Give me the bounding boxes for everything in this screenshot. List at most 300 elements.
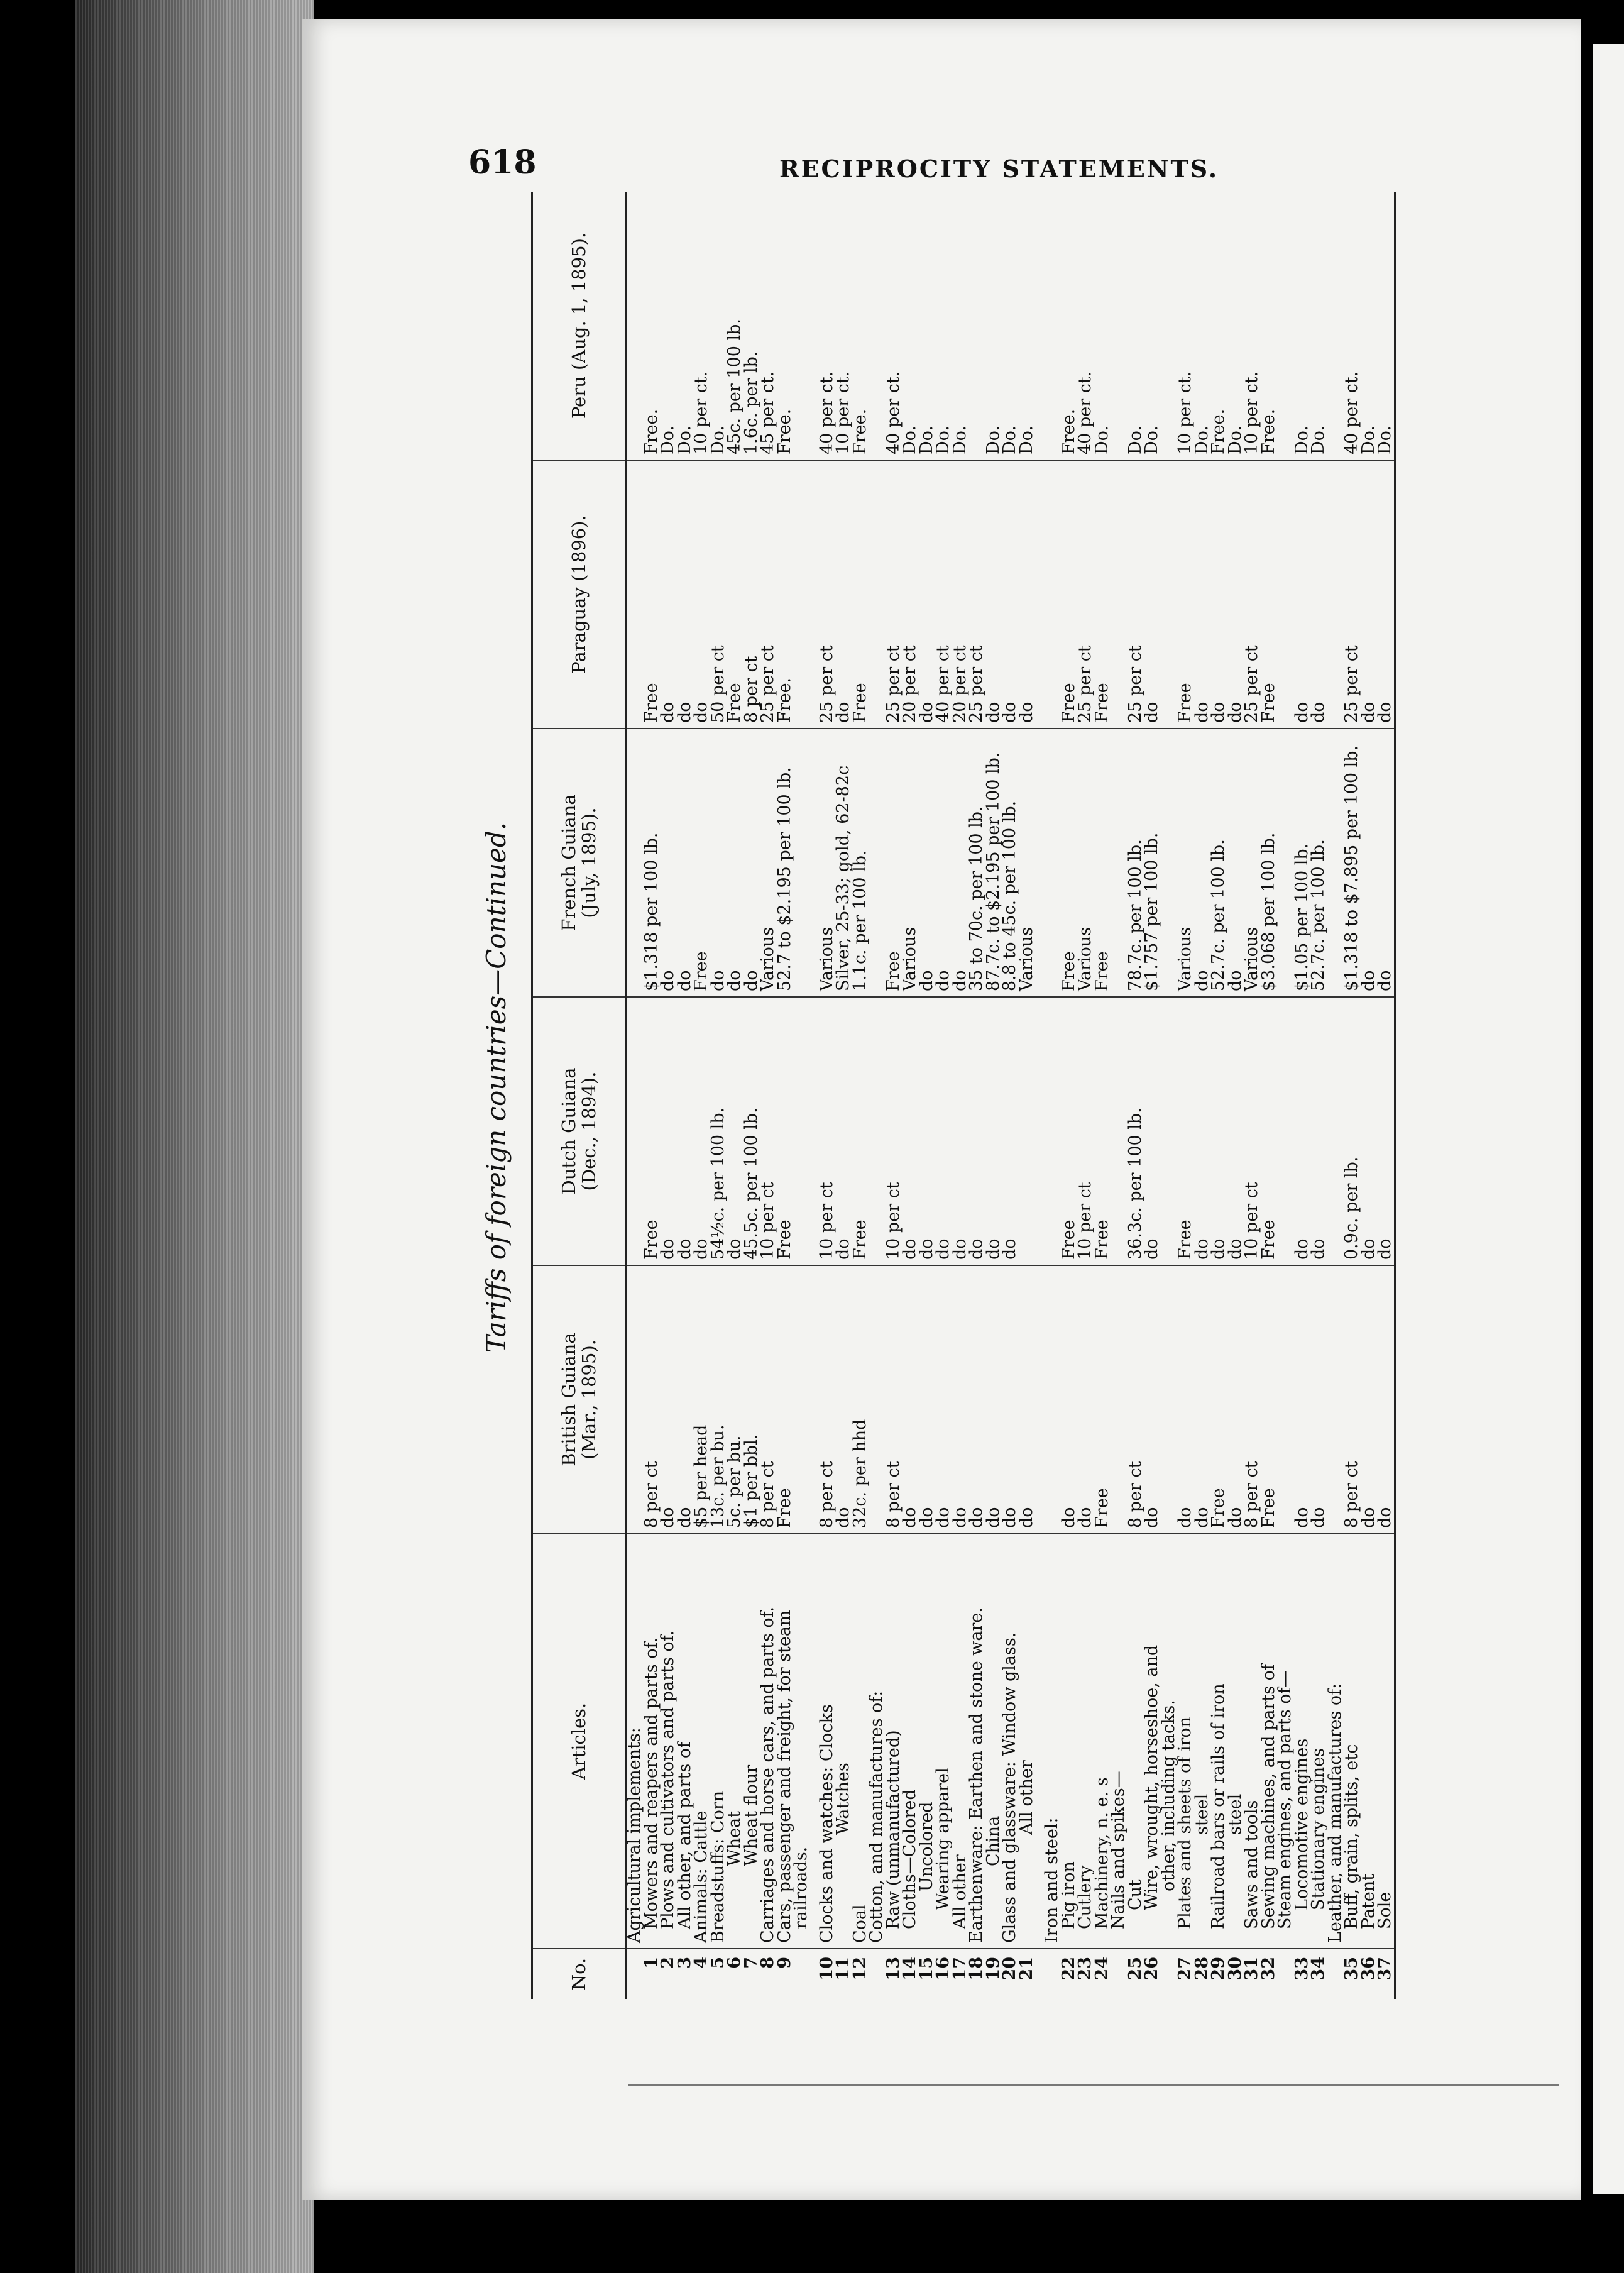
british-guiana-cell [1111,1265,1127,1534]
dutch-guiana-cell: do [1002,997,1019,1265]
french-guiana-cell: 35 to 70c. per 100 lb. [968,729,985,997]
dutch-guiana-cell: Free [777,997,794,1265]
british-guiana-cell: do [1294,1265,1311,1534]
british-guiana-cell: 5c. per bu. [727,1265,743,1534]
french-guiana-cell: 78.7c. per 100 lb. [1127,729,1144,997]
article-cell: Cotton, and manufactures of: [869,1534,886,1949]
dutch-guiana-cell: do [902,997,919,1265]
row-number: 9 [774,1957,794,1969]
row-number: 20 [1000,1957,1019,1981]
british-guiana-cell [1277,1265,1294,1534]
table-row [626,192,644,1999]
article-cell: Cutlery [1077,1534,1094,1949]
row-number: 1 [641,1957,661,1969]
peru-cell: Do. [1094,192,1111,460]
dutch-guiana-cell: 54½c. per 100 lb. [710,997,727,1265]
row-number: 16 [933,1957,953,1981]
british-guiana-cell: do [952,1265,969,1534]
spacer-cell [1035,1949,1044,1999]
paraguay-cell: 25 per ct [1077,460,1094,729]
row-number: 3 [674,1957,694,1969]
paraguay-cell [793,460,810,729]
british-guiana-cell: 8 per ct [1127,1265,1144,1534]
row-number [869,1949,886,1999]
dutch-guiana-cell: 10 per ct [760,997,777,1265]
article-cell: Glass and glassware: Window glass. [1002,1534,1019,1949]
spacer-cell [1035,460,1044,729]
paraguay-cell: 25 per ct [968,460,985,729]
peru-cell: Do. [1294,192,1311,460]
dutch-guiana-cell: do [835,997,852,1265]
british-guiana-cell [869,1265,886,1534]
article-cell: Plates and sheets of iron [1177,1534,1194,1949]
paraguay-cell: do [1310,460,1327,729]
british-guiana-cell: 13c. per bu. [710,1265,727,1534]
table-row [869,192,886,1999]
table-row [1244,192,1261,1999]
table-row [835,192,852,1999]
dutch-guiana-cell: do [1227,997,1244,1265]
header-dutch-guiana: Dutch Guiana (Dec., 1894). [532,997,626,1265]
dutch-guiana-cell: 36.3c. per 100 lb. [1127,997,1144,1265]
british-guiana-cell: do [1377,1265,1395,1534]
dutch-guiana-cell: do [1294,997,1311,1265]
dutch-guiana-cell: 10 per ct [1244,997,1261,1265]
article-cell: Nails and spikes— [1111,1534,1127,1949]
article-cell: Saws and tools [1244,1534,1261,1949]
table-row [819,192,836,1999]
table-row [1177,192,1194,1999]
table-row [1210,192,1227,1999]
row-number: 11 [833,1957,853,1981]
article-cell: Steam engines, and parts of— [1277,1534,1294,1949]
british-guiana-cell: do [935,1265,952,1534]
paraguay-cell: Free [644,460,661,729]
french-guiana-cell: Various [1177,729,1194,997]
french-guiana-cell [793,729,810,997]
table-spacer-row [1035,192,1044,1999]
paraguay-cell [1111,460,1127,729]
table-row [1061,192,1078,1999]
british-guiana-cell: Free [777,1265,794,1534]
row-number: 4 [691,1957,711,1969]
next-page-edge [1593,44,1624,2194]
dutch-guiana-cell: Free [1094,997,1111,1265]
paraguay-cell: do [1377,460,1395,729]
article-cell: steel [1194,1534,1211,1949]
row-number: 12 [850,1957,870,1981]
rotated-table-block [478,176,1515,1999]
table-row [1377,192,1395,1999]
peru-cell: Do. [935,192,952,460]
french-guiana-cell: Silver, 25-33; gold, 62-82c [835,729,852,997]
row-number: 34 [1309,1957,1328,1981]
article-cell: Uncolored [919,1534,936,1949]
dutch-guiana-cell: do [985,997,1002,1265]
paraguay-cell: Free. [777,460,794,729]
header-paraguay: Paraguay (1896). [532,460,626,729]
table-row [935,192,952,1999]
paraguay-cell: 25 per ct [886,460,903,729]
british-guiana-cell: Free [1094,1265,1111,1534]
header-no: No. [532,1949,626,1999]
table-row [968,192,985,1999]
paraguay-cell: 20 per ct [902,460,919,729]
paraguay-cell: do [693,460,710,729]
french-guiana-cell: Various [819,729,836,997]
dutch-guiana-cell: do [935,997,952,1265]
row-number: 29 [1209,1957,1228,1981]
british-guiana-cell [1044,1265,1061,1534]
article-cell: Plows and cultivators and parts of. [660,1534,677,1949]
row-number: 19 [983,1957,1003,1981]
dutch-guiana-cell: do [693,997,710,1265]
french-guiana-cell: $1.757 per 100 lb. [1144,729,1161,997]
article-cell: Earthenware: Earthen and stone ware. [968,1534,985,1949]
row-number: 17 [950,1957,970,1981]
french-guiana-cell: do [919,729,936,997]
paraguay-cell: do [677,460,694,729]
article-cell: Agricultural implements: [626,1534,644,1949]
french-guiana-cell: $1.05 per 100 lb. [1294,729,1311,997]
french-guiana-cell: do [1227,729,1244,997]
table-row [693,192,710,1999]
row-number: 24 [1092,1957,1112,1981]
table-row [1277,192,1294,1999]
french-guiana-cell: Various [1244,729,1261,997]
article-cell: railroads. [793,1534,810,1949]
article-cell: steel [1227,1534,1244,1949]
british-guiana-cell: do [902,1265,919,1534]
british-guiana-cell: 8 per ct [1344,1265,1361,1534]
table-header-row [532,192,626,1999]
table-row [919,192,936,1999]
paraguay-cell [626,460,644,729]
paraguay-cell: 40 per ct [935,460,952,729]
row-number: 22 [1058,1957,1078,1981]
french-guiana-cell: Free [886,729,903,997]
row-number: 37 [1377,1949,1395,1999]
table-row [727,192,743,1999]
article-cell: Cars, passenger and freight, for steam [777,1534,794,1949]
peru-cell: 10 per ct. [835,192,852,460]
british-guiana-cell: Free [1210,1265,1227,1534]
header-peru: Peru (Aug. 1, 1895). [532,192,626,460]
british-guiana-cell: do [1310,1265,1327,1534]
table-row [1111,192,1127,1999]
peru-cell: Do. [660,192,677,460]
british-guiana-cell: do [1019,1265,1036,1534]
peru-cell [1044,192,1061,460]
british-guiana-cell: 8 per ct [819,1265,836,1534]
row-number [793,1949,810,1999]
dutch-guiana-cell: Free [852,997,869,1265]
table-row [710,192,727,1999]
table-row [1310,192,1327,1999]
paraguay-cell [1277,460,1294,729]
dutch-guiana-cell: do [1361,997,1378,1265]
article-cell: Wheat flour [743,1534,760,1949]
article-cell: Watches [835,1534,852,1949]
peru-cell: 10 per ct. [693,192,710,460]
french-guiana-cell: do [1194,729,1211,997]
british-guiana-cell: do [968,1265,985,1534]
paraguay-cell: Free [1094,460,1111,729]
french-guiana-cell: Free [1061,729,1078,997]
paraguay-cell [1044,460,1061,729]
row-number: 33 [1292,1957,1312,1981]
article-cell: Sewing machines, and parts of [1261,1534,1278,1949]
french-guiana-cell: 8.8 to 45c. per 100 lb. [1002,729,1019,997]
article-cell: other, including tacks. [1161,1534,1178,1949]
dutch-guiana-cell: 10 per ct [886,997,903,1265]
tariff-table [531,192,1396,1999]
article-cell: Wearing apparel [935,1534,952,1949]
dutch-guiana-cell: do [677,997,694,1265]
article-cell: Clocks and watches: Clocks [819,1534,836,1949]
dutch-guiana-cell: do [1144,997,1161,1265]
peru-cell: 40 per ct. [1077,192,1094,460]
article-cell: Wire, wrought, horseshoe, and [1144,1534,1161,1949]
french-guiana-cell [1044,729,1061,997]
french-guiana-cell [1111,729,1127,997]
peru-cell: Do. [1194,192,1211,460]
british-guiana-cell: do [1002,1265,1019,1534]
dutch-guiana-cell: 10 per ct [1077,997,1094,1265]
dutch-guiana-cell [869,997,886,1265]
article-cell: China [985,1534,1002,1949]
paraguay-cell: 8 per ct [743,460,760,729]
british-guiana-cell: do [1361,1265,1378,1534]
header-articles: Articles. [532,1534,626,1949]
paraguay-cell [869,460,886,729]
row-number: 8 [758,1957,777,1969]
british-guiana-cell: do [1144,1265,1161,1534]
dutch-guiana-cell [1019,997,1036,1265]
paraguay-cell: Free [1261,460,1278,729]
peru-cell: 45c. per 100 lb. [727,192,743,460]
french-guiana-cell: do [710,729,727,997]
row-number: 35 [1342,1957,1361,1981]
table-row [1094,192,1111,1999]
british-guiana-cell: 8 per ct [760,1265,777,1534]
french-guiana-cell: 52.7c. per 100 lb. [1310,729,1327,997]
peru-cell: Do. [1310,192,1327,460]
row-number: 7 [741,1957,761,1969]
paraguay-cell: do [1194,460,1211,729]
spacer-cell [1035,1265,1044,1534]
article-cell: Cloths—Colored [902,1534,919,1949]
table-row [677,192,694,1999]
page-bottom-rule [628,2084,1559,2086]
row-number: 31 [1242,1957,1261,1981]
paraguay-cell: 25 per ct [1127,460,1144,729]
row-number: 15 [916,1957,936,1981]
spacer-cell [1035,192,1044,460]
row-number: 2 [658,1957,678,1969]
french-guiana-cell: do [727,729,743,997]
french-guiana-cell: Various [1077,729,1094,997]
paraguay-cell: 20 per ct [952,460,969,729]
row-number: 6 [725,1957,744,1969]
paraguay-cell: do [1210,460,1227,729]
header-british-guiana: British Guiana (Mar., 1895). [532,1265,626,1534]
peru-cell: Do. [1019,192,1036,460]
article-cell: Stationary engines [1310,1534,1327,1949]
paraguay-cell: Free [727,460,743,729]
dutch-guiana-cell: Free [644,997,661,1265]
paraguay-cell: 25 per ct [1244,460,1261,729]
british-guiana-cell: do [677,1265,694,1534]
table-row [1294,192,1311,1999]
dutch-guiana-cell: 0.9c. per lb. [1344,997,1361,1265]
peru-cell: Do. [1227,192,1244,460]
british-guiana-cell [1161,1265,1178,1534]
british-guiana-cell: 8 per ct [886,1265,903,1534]
row-number: 32 [1258,1957,1278,1981]
british-guiana-cell [793,1265,810,1534]
table-row [760,192,777,1999]
row-number: 5 [708,1957,728,1969]
french-guiana-cell: do [935,729,952,997]
british-guiana-cell: do [1194,1265,1211,1534]
peru-cell [869,192,886,460]
british-guiana-cell [626,1265,644,1534]
peru-cell: Free. [777,192,794,460]
french-guiana-cell: Various [1019,729,1036,997]
article-cell: Iron and steel: [1044,1534,1061,1949]
paraguay-cell: do [1002,460,1019,729]
article-cell: Leather, and manufactures of: [1327,1534,1344,1949]
row-number: 25 [1125,1957,1145,1981]
table-row [777,192,794,1999]
french-guiana-cell: do [743,729,760,997]
dutch-guiana-cell: Free [1261,997,1278,1265]
table-row [1361,192,1378,1999]
peru-cell: Do. [902,192,919,460]
french-guiana-cell: do [952,729,969,997]
table-row [1344,192,1361,1999]
french-guiana-cell: Various [902,729,919,997]
running-head: RECIPROCITY STATEMENTS. [779,155,1219,183]
paraguay-cell: 25 per ct [819,460,836,729]
article-cell: Raw (unmanufactured) [886,1534,903,1949]
row-number: 14 [900,1957,919,1981]
dutch-guiana-cell: 10 per ct [819,997,836,1265]
dutch-guiana-cell [1277,997,1294,1265]
paraguay-cell: do [660,460,677,729]
paraguay-cell: do [1227,460,1244,729]
article-cell: Locomotive engines [1294,1534,1311,1949]
table-row [1044,192,1061,1999]
dutch-guiana-cell: do [968,997,985,1265]
british-guiana-cell: do [660,1265,677,1534]
peru-cell: 10 per ct. [1244,192,1261,460]
peru-cell: Do. [952,192,969,460]
british-guiana-cell: $5 per head [693,1265,710,1534]
row-number: 21 [1016,1957,1036,1981]
article-cell: Coal [852,1534,869,1949]
spacer-cell [1035,997,1044,1265]
british-guiana-cell: do [1227,1265,1244,1534]
row-number: 23 [1075,1957,1095,1981]
british-guiana-cell: $1 per bbl. [743,1265,760,1534]
row-number: 26 [1142,1957,1161,1981]
paraguay-cell: 50 per ct [710,460,727,729]
peru-cell: Free. [1061,192,1078,460]
table-row [1077,192,1094,1999]
dutch-guiana-cell: do [1210,997,1227,1265]
french-guiana-cell: Free [693,729,710,997]
peru-cell: Free. [1210,192,1227,460]
article-cell: Machinery, n. e. s [1094,1534,1111,1949]
row-number: 13 [883,1957,903,1981]
french-guiana-cell: do [1377,729,1395,997]
row-number: 36 [1358,1957,1378,1981]
row-number [1111,1949,1127,1999]
peru-cell: Do. [1144,192,1161,460]
dutch-guiana-cell [1044,997,1061,1265]
row-number: 27 [1175,1957,1195,1981]
peru-cell: Free. [852,192,869,460]
peru-cell: Do. [1002,192,1019,460]
paraguay-cell: do [1019,460,1036,729]
article-cell: All other [1019,1534,1036,1949]
dutch-guiana-cell: do [1310,997,1327,1265]
article-cell: Breadstuffs: Corn [710,1534,727,1949]
spacer-cell [1035,729,1044,997]
article-cell: All other, and parts of [677,1534,694,1949]
peru-cell: Do. [1361,192,1378,460]
british-guiana-cell: Free [1261,1265,1278,1534]
row-number [1044,1949,1061,1999]
row-number: 10 [816,1957,837,1981]
british-guiana-cell: do [1061,1265,1078,1534]
article-cell: Animals: Cattle [693,1534,710,1949]
french-guiana-cell: 52.7 to $2.195 per 100 lb. [777,729,794,997]
table-row [660,192,677,1999]
article-cell: Cut [1127,1534,1144,1949]
british-guiana-cell: do [1077,1265,1094,1534]
peru-cell: Do. [985,192,1002,460]
british-guiana-cell: do [985,1265,1002,1534]
french-guiana-cell: do [677,729,694,997]
paraguay-cell: do [985,460,1002,729]
dutch-guiana-cell: do [952,997,969,1265]
peru-cell [626,192,644,460]
paraguay-cell: do [1361,460,1378,729]
peru-cell: 1.6c. per lb. [743,192,760,460]
french-guiana-cell: 52.7c. per 100 lb. [1210,729,1227,997]
dutch-guiana-cell: do [660,997,677,1265]
french-guiana-cell: 87.7c. to $2.195 per 100 lb. [985,729,1002,997]
french-guiana-cell: Free [1094,729,1111,997]
dutch-guiana-cell: Free [1061,997,1078,1265]
peru-cell: 10 per ct. [1177,192,1194,460]
article-cell: Patent [1361,1534,1378,1949]
dutch-guiana-cell: do [1194,997,1211,1265]
peru-cell [968,192,985,460]
peru-cell: Do. [1127,192,1144,460]
paraguay-cell: do [1144,460,1161,729]
table-row [902,192,919,1999]
paraguay-cell: do [835,460,852,729]
peru-cell: 40 per ct. [1344,192,1361,460]
british-guiana-cell: do [835,1265,852,1534]
row-number [626,1949,644,1999]
french-guiana-cell: $1.318 to $7.895 per 100 lb. [1344,729,1361,997]
peru-cell: Do. [677,192,694,460]
